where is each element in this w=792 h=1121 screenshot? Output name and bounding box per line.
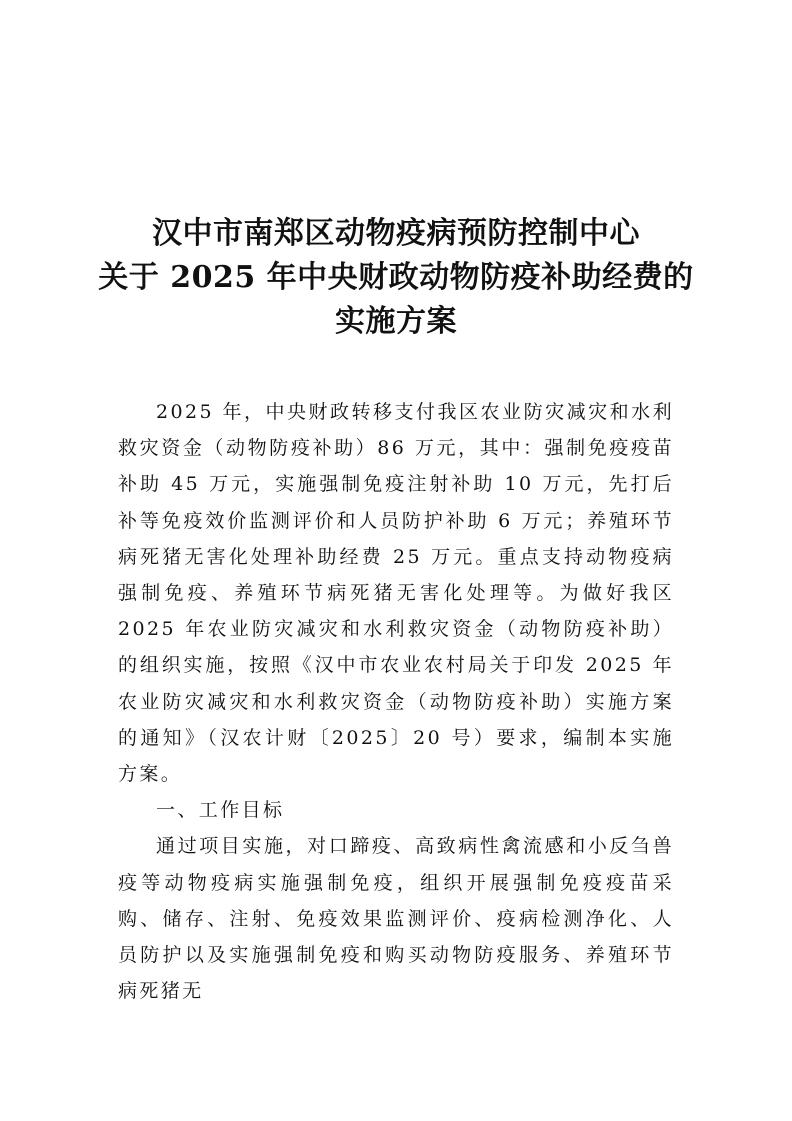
document-title — [90, 212, 702, 344]
title-line-3: 实施方案 — [335, 304, 457, 339]
section-heading-work-goals: 一、工作目标 — [156, 799, 285, 822]
document-body — [118, 394, 674, 1009]
title-line-2: 关于 2025 年中央财政动物防疫补助经费的 — [98, 260, 694, 295]
section-paragraph: 通过项目实施，对口蹄疫、高致病性禽流感和小反刍兽疫等动物疫病实施强制免疫，组织开展强制免疫疫苗采购、储存、注射、免疫效果监测评价、疫病检测净化、人员防护以及实施强制免疫和购买动物防疫服务、养殖环节病死猪无 — [118, 835, 674, 1003]
title-line-1: 汉中市南郑区动物疫病预防控制中心 — [152, 216, 640, 251]
intro-paragraph: 2025 年，中央财政转移支付我区农业防灾减灾和水利救灾资金（动物防疫补助）86 万元，其中：强制免疫疫苗补助 45 万元，实施强制免疫注射补助 10 万元，先打后补等免疫效价监测评价和人员防护补助 6 万元；养殖环节病死猪无害化处理补助经费 25 万元。重点支持动物疫病强制免疫、养殖环节病死猪无害化处理等。为做好我区 2025 年农业防灾减灾和水利救灾资金（动物防疫补助）的组织实施，按照《汉中市农业农村局关于印发 2025 年农业防灾减灾和水利救灾资金（动物防疫补助）实施方案的通知》（汉农计财〔2025〕20 号）要求，编制本实施方案。 — [118, 401, 675, 786]
